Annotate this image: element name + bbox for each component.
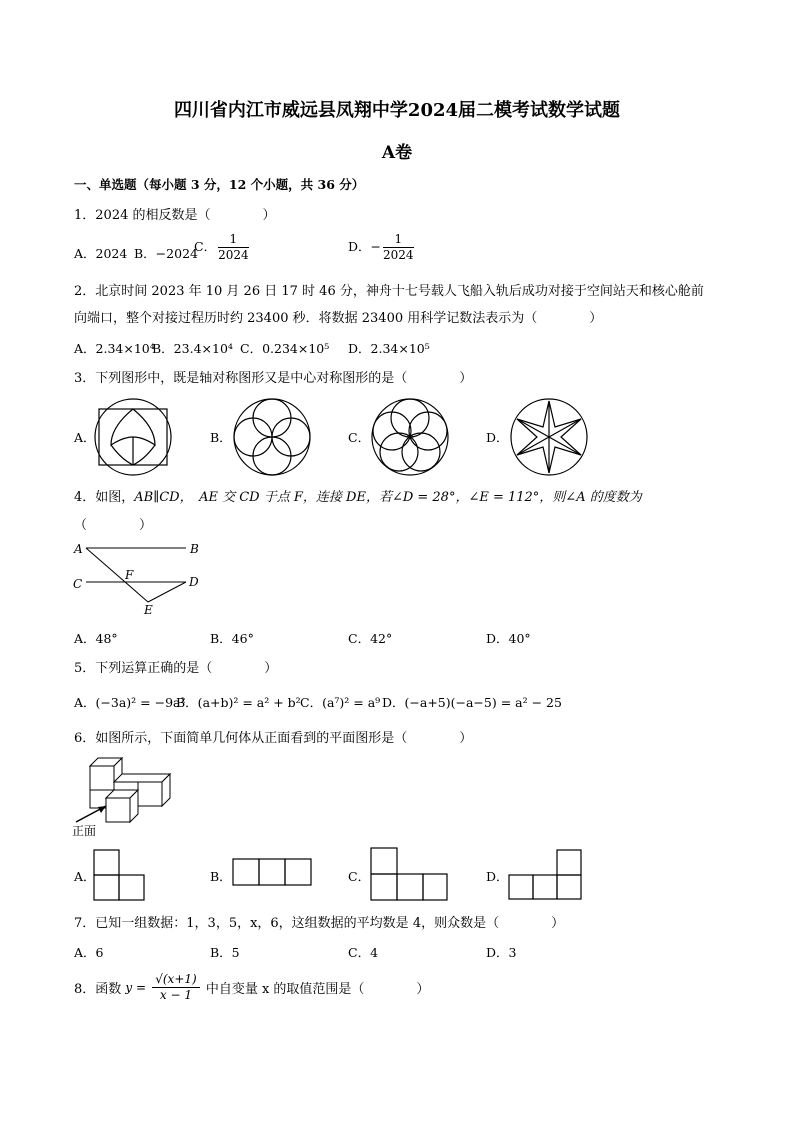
- q2-option-a: A．2.34×10⁴: [74, 341, 155, 356]
- q4-label-e: E: [144, 603, 153, 617]
- q1-option-c-label: C．: [194, 239, 217, 254]
- q4-label-f: F: [125, 568, 134, 582]
- q4-stem-prefix: 4．如图，: [74, 490, 135, 505]
- q7-option-c: C．4: [348, 945, 379, 960]
- page-title: 四川省内江市威远县凤翔中学2024届二模考试数学试题: [173, 100, 621, 121]
- q6-solid-figure: [72, 752, 182, 822]
- q6-option-a: A．: [74, 869, 96, 884]
- q4-label-d: D: [189, 575, 199, 589]
- q4-option-d: D．40°: [486, 631, 531, 646]
- page-subtitle: A卷: [381, 143, 413, 163]
- q2-stem-line1: 2．北京时间 2023 年 10 月 26 日 17 时 46 分，神舟十七号载人飞船入轨后成功对接于空间站天和核心舱前: [74, 284, 704, 299]
- q6-front-label: 正面: [72, 824, 97, 838]
- q3-figure-b: [232, 397, 312, 477]
- q7-stem: 7．已知一组数据：1，3，5，x，6，这组数据的平均数是 4，则众数是（ ）: [74, 916, 565, 931]
- q6-stem: 6．如图所示，下面简单几何体从正面看到的平面图形是（ ）: [74, 731, 473, 746]
- q4-figure: [70, 540, 210, 618]
- q4-option-c: C．42°: [348, 631, 393, 646]
- q8-denominator: x − 1: [159, 988, 192, 1002]
- q5-option-a: A．(−3a)² = −9a²: [74, 695, 186, 710]
- q1-option-a: A．2024: [74, 246, 128, 261]
- q4-stem-line2: （ ）: [74, 518, 153, 533]
- q5-option-d: D．(−a+5)(−a−5) = a² − 25: [382, 695, 562, 710]
- q8-stem-suffix: 中自变量 x 的取值范围是（ ）: [205, 982, 430, 997]
- q1-option-c: [194, 232, 251, 263]
- q6-option-d-figure: [508, 849, 584, 901]
- q2-option-c: C．0.234×10⁵: [240, 341, 330, 356]
- q8-function-y: y =: [125, 980, 147, 995]
- q6-option-b: B．: [210, 869, 232, 884]
- q3-figure-a: [93, 397, 173, 477]
- q1-c-denominator: 2024: [218, 248, 249, 262]
- q1-d-denominator: 2024: [383, 248, 414, 262]
- q8-numerator: √(x+1): [152, 972, 199, 988]
- q3-figure-c: [370, 397, 450, 477]
- q7-option-b: B．5: [210, 945, 240, 960]
- q3-option-c: C．: [348, 430, 371, 445]
- q2-stem-line2: 向端口，整个对接过程历时约 23400 秒．将数据 23400 用科学记数法表示为（ ）: [74, 311, 603, 326]
- q3-stem: 3．下列图形中，既是轴对称图形又是中心对称图形的是（ ）: [74, 371, 473, 386]
- q6-option-b-figure: [232, 858, 312, 888]
- q1-c-numerator: 1: [218, 232, 249, 248]
- q6-option-a-figure: [93, 849, 147, 901]
- q1-option-d: [348, 232, 416, 263]
- q8-stem: [74, 972, 429, 1003]
- q6-option-c-figure: [370, 847, 450, 901]
- q4-option-a: A．48°: [74, 631, 118, 646]
- q5-option-c: C．(a⁷)² = a⁹: [300, 695, 381, 710]
- q4-label-a: A: [74, 542, 83, 556]
- q1-d-numerator: 1: [383, 232, 414, 248]
- q2-option-d: D．2.34×10⁵: [348, 341, 430, 356]
- q4-label-b: B: [190, 542, 199, 556]
- q4-stem-line1: [74, 486, 642, 505]
- q3-option-b: B．: [210, 430, 232, 445]
- q2-option-b: B．23.4×10⁴: [152, 341, 233, 356]
- q5-stem: 5．下列运算正确的是（ ）: [74, 661, 278, 676]
- q3-option-d: D．: [486, 430, 509, 445]
- q1-option-b: B．−2024: [134, 246, 198, 261]
- q3-figure-d: [509, 397, 589, 477]
- q4-option-b: B．46°: [210, 631, 254, 646]
- q4-label-c: C: [73, 577, 83, 591]
- q1-stem: 1．2024 的相反数是（ ）: [74, 208, 276, 223]
- q6-option-c: C．: [348, 869, 371, 884]
- q5-option-b: B．(a+b)² = a² + b²: [176, 695, 301, 710]
- q7-option-d: D．3: [486, 945, 517, 960]
- section-heading: 一、单选题（每小题 3 分，12 个小题，共 36 分）: [74, 177, 365, 192]
- q3-option-a: A．: [74, 430, 96, 445]
- q6-option-d: D．: [486, 869, 509, 884]
- q4-stem-condition: AB∥CD， AE 交 CD 于点 F，连接 DE，若∠D = 28°，∠E = 112°，则∠A 的度数为: [134, 490, 642, 505]
- q1-option-d-label: D．−: [348, 239, 381, 254]
- q7-option-a: A．6: [74, 945, 104, 960]
- q8-stem-prefix: 8．函数: [74, 982, 122, 997]
